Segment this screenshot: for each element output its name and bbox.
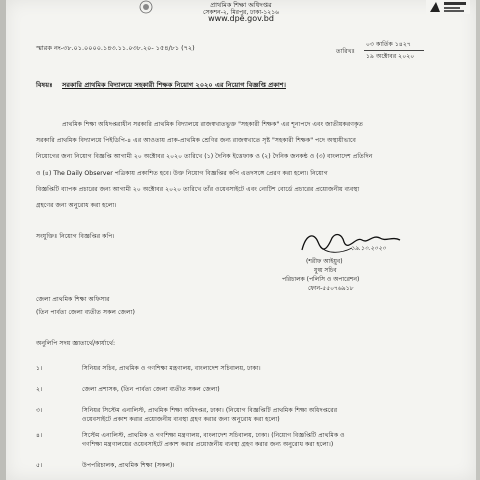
cc-item-text: সিনিয়র সিস্টেম এনালিস্ট, প্রাথমিক শিক্ষা অধিদপ্তর, ঢাকা। (নিয়োগ বিজ্ঞপ্তিটি প্রাথমিক শিক্ষা অধিদপ্তরের bbox=[82, 407, 338, 414]
body-line: গ্রহণের জন্য অনুরোধ করা হলো। bbox=[36, 202, 117, 209]
signatory-name: (শরীফ আইয়ুব) bbox=[306, 258, 343, 265]
cc-item-num: ৪। bbox=[36, 432, 43, 439]
scan-edge-left bbox=[0, 0, 6, 480]
recipient-line2: (তিন পার্বত্য জেলা ব্যতীত সকল জেলা) bbox=[36, 309, 135, 316]
subject-label: বিষয়ঃ bbox=[36, 81, 53, 89]
header-address: সেকশন-২, মিরপুর, ঢাকা-১২১৬ bbox=[203, 9, 279, 16]
signatory-phone: ফোন-৫৫০৭৬৯১৮ bbox=[308, 285, 354, 292]
body-line: বিজ্ঞপ্তিটি ব্যাপক প্রচারের জন্য আগামী ২০ অক্টোবর ২০২০ তারিখে তাঁর ওয়েবসাইটে এবং নোটিশ বোর্ডে প্রচারের প্রয়োজনীয় ব্যবস্থা bbox=[36, 186, 360, 193]
cc-item-text-cont: ওয়েবসাইটে প্রকাশ করার প্রয়োজনীয় ব্যবস্থা গ্রহণ করার জন্য অনুরোধ করা হলো) bbox=[82, 416, 280, 423]
signatory-designation: যুগ্ম সচিব bbox=[314, 267, 337, 274]
body-line: ও (৪) The Daily Observer পত্রিকায় প্রকাশিত হবে। উক্ত নিয়োগ বিজ্ঞপ্তির কপি এতদসঙ্গে প্রেরণ করা হলো। নিয়োগ bbox=[36, 170, 328, 177]
bangla-date: ০৩ কার্তিক ১৪২৭ bbox=[366, 41, 411, 48]
cc-item-text-cont: গণশিক্ষা মন্ত্রণালয়ের ওয়েবসাইটে প্রকাশ করার প্রয়োজনীয় ব্যবস্থা গ্রহণ করার জন্য অনুরোধ করা হলো।) bbox=[82, 441, 334, 448]
recipient-line1: জেলা প্রাথমিক শিক্ষা অফিসার bbox=[36, 296, 110, 303]
body-line: সরকারি প্রাথমিক বিদ্যালয়ে পিইডিপি-৪ এর আওতায় প্রাক-প্রাথমিক শ্রেণির জন্য রাজস্বখাতে সৃষ্ট "সহকারী শিক্ষক" পদে অস্থায়ীভাবে bbox=[36, 137, 356, 144]
cc-item-num: ৩। bbox=[36, 407, 43, 414]
cc-item-num: ৫। bbox=[36, 462, 43, 469]
cc-item-text: সিনিয়র সচিব, প্রাথমিক ও গণশিক্ষা মন্ত্রণালয়, বাংলাদেশ সচিবালয়, ঢাকা। bbox=[82, 365, 261, 372]
cc-item-num: ১। bbox=[36, 365, 43, 372]
cc-item-num: ২। bbox=[36, 386, 43, 393]
scan-edge-right bbox=[476, 0, 480, 480]
memo-number: স্মারক নং-৩৮.০১.০০০০.১৪৩.১১.০৩৮.২০- ১৫৪/৮১ (৭২) bbox=[36, 44, 195, 52]
signatory-role: পরিচালক (পলিসি ও অপারেশন) bbox=[282, 276, 360, 283]
cc-item-text: সিস্টেম এনালিস্ট, প্রাথমিক ও গণশিক্ষা মন্ত্রণালয়, বাংলাদেশ সচিবালয়, ঢাকা। (নিয়োগ বিজ্ঞপ্তিটি প্রাথমিক ও bbox=[82, 432, 345, 439]
header-org: প্রাথমিক শিক্ষা অধিদপ্তর bbox=[210, 1, 272, 9]
handwritten-signature bbox=[296, 228, 406, 258]
cc-item-text: জেলা প্রশাসক, (তিন পার্বত্য জেলা ব্যতীত সকল জেলা) bbox=[82, 386, 220, 393]
document-page bbox=[6, 0, 476, 480]
body-line: প্রাথমিক শিক্ষা অধিদপ্তরাধীন সরকারি প্রাথমিক বিদ্যালয়ে রাজস্বখাতভুক্ত "সহকারী শিক্ষক" এর শূন্যপদে এবং জাতীয়করণকৃত bbox=[62, 121, 363, 128]
cc-heading: অনুলিপি সদয় জ্ঞাতার্থে/কার্যার্থে: bbox=[36, 340, 116, 347]
header-website: www.dpe.gov.bd bbox=[208, 14, 274, 23]
body-line: নিয়োগের জন্য নিয়োগ বিজ্ঞপ্তি আগামী ২০ অক্টোবর ২০২০ তারিখে (১) দৈনিক ইত্তেফাক ও (২) দৈনিক জনকন্ঠ ও (৩) বাংলাদেশ প্রতিদিন bbox=[36, 153, 373, 160]
signature-date: ১৯.১০.২০২০ bbox=[351, 245, 387, 252]
subject-text: সরকারি প্রাথমিক বিদ্যালয়ে সহকারী শিক্ষক নিয়োগ ২০২০ এর নিয়োগ বিজ্ঞপ্তি প্রকাশ। bbox=[62, 81, 286, 89]
date-divider bbox=[364, 50, 424, 51]
cc-item-text: উপপরিচালক, প্রাথমিক শিক্ষা (সকল)। bbox=[82, 462, 175, 469]
english-date: ১৯ অক্টোবর ২০২০ bbox=[366, 53, 415, 60]
date-label: তারিখঃ bbox=[336, 48, 355, 55]
attachment-note: সংযুক্তিঃ নিয়োগ বিজ্ঞপ্তির কপি। bbox=[36, 233, 115, 240]
